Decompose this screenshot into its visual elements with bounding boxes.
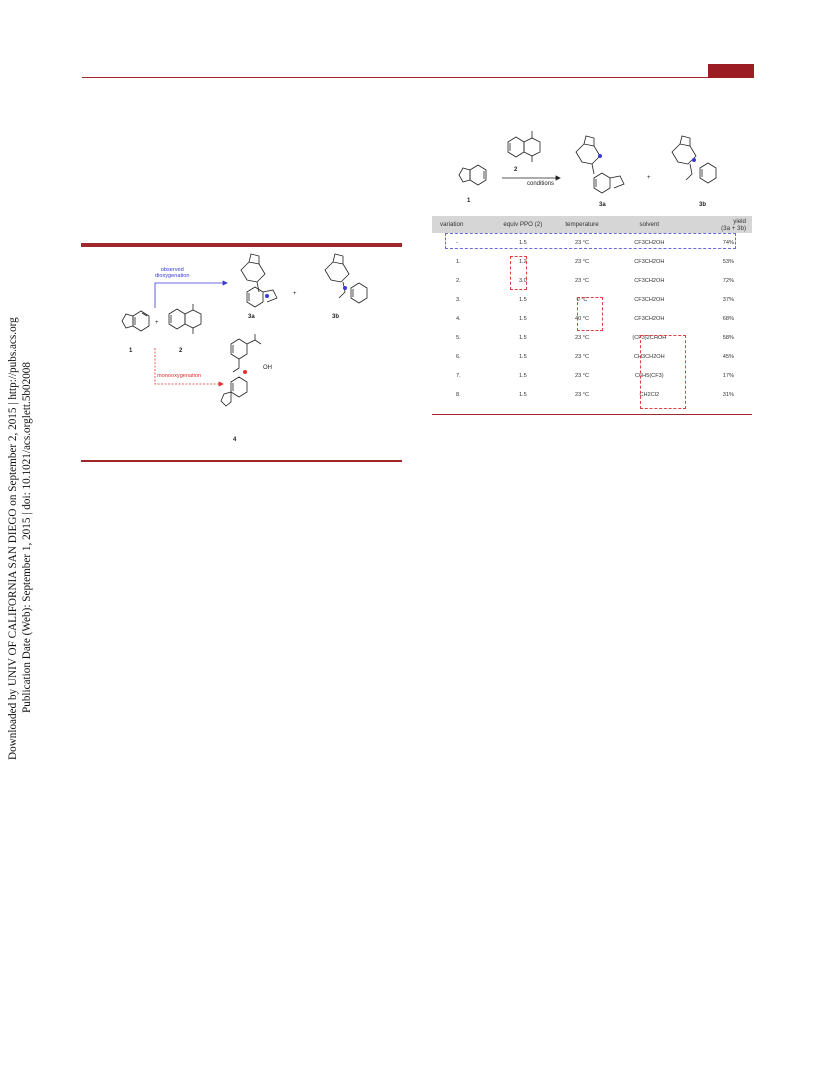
table-header-row (432, 216, 752, 233)
cell-equiv: 1.5 (518, 315, 527, 322)
cell-solvent: CF3CH2OH (634, 239, 665, 246)
standard-conditions-highlight (445, 233, 736, 249)
sidebar-publication-line: Publication Date (Web): September 1, 2015 | doi: 10.1021/acs.orglett.5b02008 (21, 362, 33, 713)
compound-1-structure (122, 311, 149, 331)
table-row (432, 271, 752, 290)
table-row (432, 385, 752, 404)
scheme-reagent-label: 2 (514, 167, 518, 173)
cell-yield: 53% (722, 258, 734, 265)
cell-variation: 4. (456, 315, 461, 322)
cell-temperature: 0 °C (576, 296, 588, 303)
cell-yield: 17% (722, 372, 734, 379)
compound-3b-label: 3b (332, 314, 340, 320)
table-row (432, 252, 752, 271)
plus-sign-products: + (293, 291, 297, 297)
cell-solvent: CH3CH2OH (633, 353, 665, 360)
compound-4-structure (221, 334, 261, 406)
cell-solvent: CF3CH2OH (634, 315, 665, 322)
table-row (432, 366, 752, 385)
compound-3b-structure (325, 254, 367, 303)
cell-temperature: 40 °C (574, 315, 590, 322)
figure-bottom-bar (81, 460, 402, 462)
cell-equiv: 1.5 (518, 296, 527, 303)
scheme-compound-3a-structure (576, 136, 624, 193)
scheme-compound-3b-label: 3b (699, 202, 707, 208)
compound-3a-label: 3a (248, 314, 255, 320)
cell-yield: 68% (722, 315, 734, 322)
plus-sign-left: + (155, 320, 159, 326)
cell-temperature: 23 °C (574, 334, 590, 341)
header-equiv: equiv PPO (2) (494, 216, 553, 233)
scheme-compound-2-structure (508, 131, 540, 162)
compound-1-label: 1 (129, 348, 133, 354)
cell-temperature: 23 °C (574, 277, 590, 284)
header-yield: yield (3a + 3b) (687, 216, 752, 233)
cell-solvent: CH2Cl2 (639, 391, 660, 398)
cell-variation: 3. (456, 296, 461, 303)
cell-solvent: CF3CH2OH (634, 296, 665, 303)
download-sidebar (0, 0, 40, 1091)
sidebar-download-line: Downloaded by UNIV OF CALIFORNIA SAN DIEGO on September 2, 2015 | http://pubs.acs.org (7, 317, 19, 760)
cell-temperature: 23 °C (574, 258, 590, 265)
cell-equiv: 3.0 (518, 277, 527, 284)
scheme-compound-3a-label: 3a (599, 202, 606, 208)
cell-yield: 37% (722, 296, 734, 303)
cell-temperature: 23 °C (574, 353, 590, 360)
compound-2-structure (169, 304, 201, 334)
solvent-variation-highlight (640, 335, 686, 409)
cell-equiv: 1.5 (518, 239, 527, 246)
cell-solvent: CF3CH2OH (634, 258, 665, 265)
cell-solvent: (CF3)2CHOH (632, 334, 667, 341)
reaction-scheme-top (440, 122, 750, 210)
cell-temperature: 23 °C (574, 239, 590, 246)
monooxygenation-label: monooxygenation (157, 373, 202, 379)
scheme-plus-sign: + (647, 175, 651, 181)
cell-equiv: 1.5 (518, 334, 527, 341)
hydroxyl-label: OH (263, 365, 272, 371)
cell-yield: 45% (722, 353, 734, 360)
header-solvent: solvent (612, 216, 687, 233)
page-tab-marker (708, 64, 754, 78)
compound-4-label: 4 (233, 437, 237, 443)
cell-equiv: 1.5 (518, 391, 527, 398)
cell-solvent: CF3CH2OH (634, 277, 665, 284)
cell-variation: 7. (456, 372, 461, 379)
header-rule (82, 77, 754, 78)
cell-yield: 31% (722, 391, 734, 398)
table-row (432, 347, 752, 366)
dioxygenation-label: observed dioxygenation (155, 267, 190, 279)
table-bottom-rule (432, 414, 752, 415)
compound-3a-structure (241, 254, 277, 307)
equiv-variation-highlight (510, 256, 527, 290)
cell-variation: 8. (456, 391, 461, 398)
compound-2-label: 2 (179, 348, 183, 354)
cell-equiv: 1.5 (518, 372, 527, 379)
cell-variation: - (456, 239, 458, 246)
cell-temperature: 23 °C (574, 372, 590, 379)
cell-variation: 6. (456, 353, 461, 360)
temperature-variation-highlight (577, 297, 603, 331)
scheme-compound-1-label: 1 (467, 198, 471, 204)
cell-equiv: 1.2 (518, 258, 527, 265)
cell-yield: 72% (722, 277, 734, 284)
header-variation: variation (432, 216, 494, 233)
cell-temperature: 23 °C (574, 391, 590, 398)
cell-equiv: 1.5 (518, 353, 527, 360)
cell-yield: 58% (722, 334, 734, 341)
figure-top-bar (81, 243, 402, 247)
scheme-compound-1-structure (459, 165, 486, 185)
cell-variation: 1. (456, 258, 461, 265)
scheme-conditions-label: conditions (527, 181, 555, 187)
cell-yield: 74% (722, 239, 734, 246)
cell-solvent: C6H5(CF3) (635, 372, 664, 379)
cell-variation: 2. (456, 277, 461, 284)
header-temperature: temperature (552, 216, 612, 233)
cell-variation: 5. (456, 334, 461, 341)
